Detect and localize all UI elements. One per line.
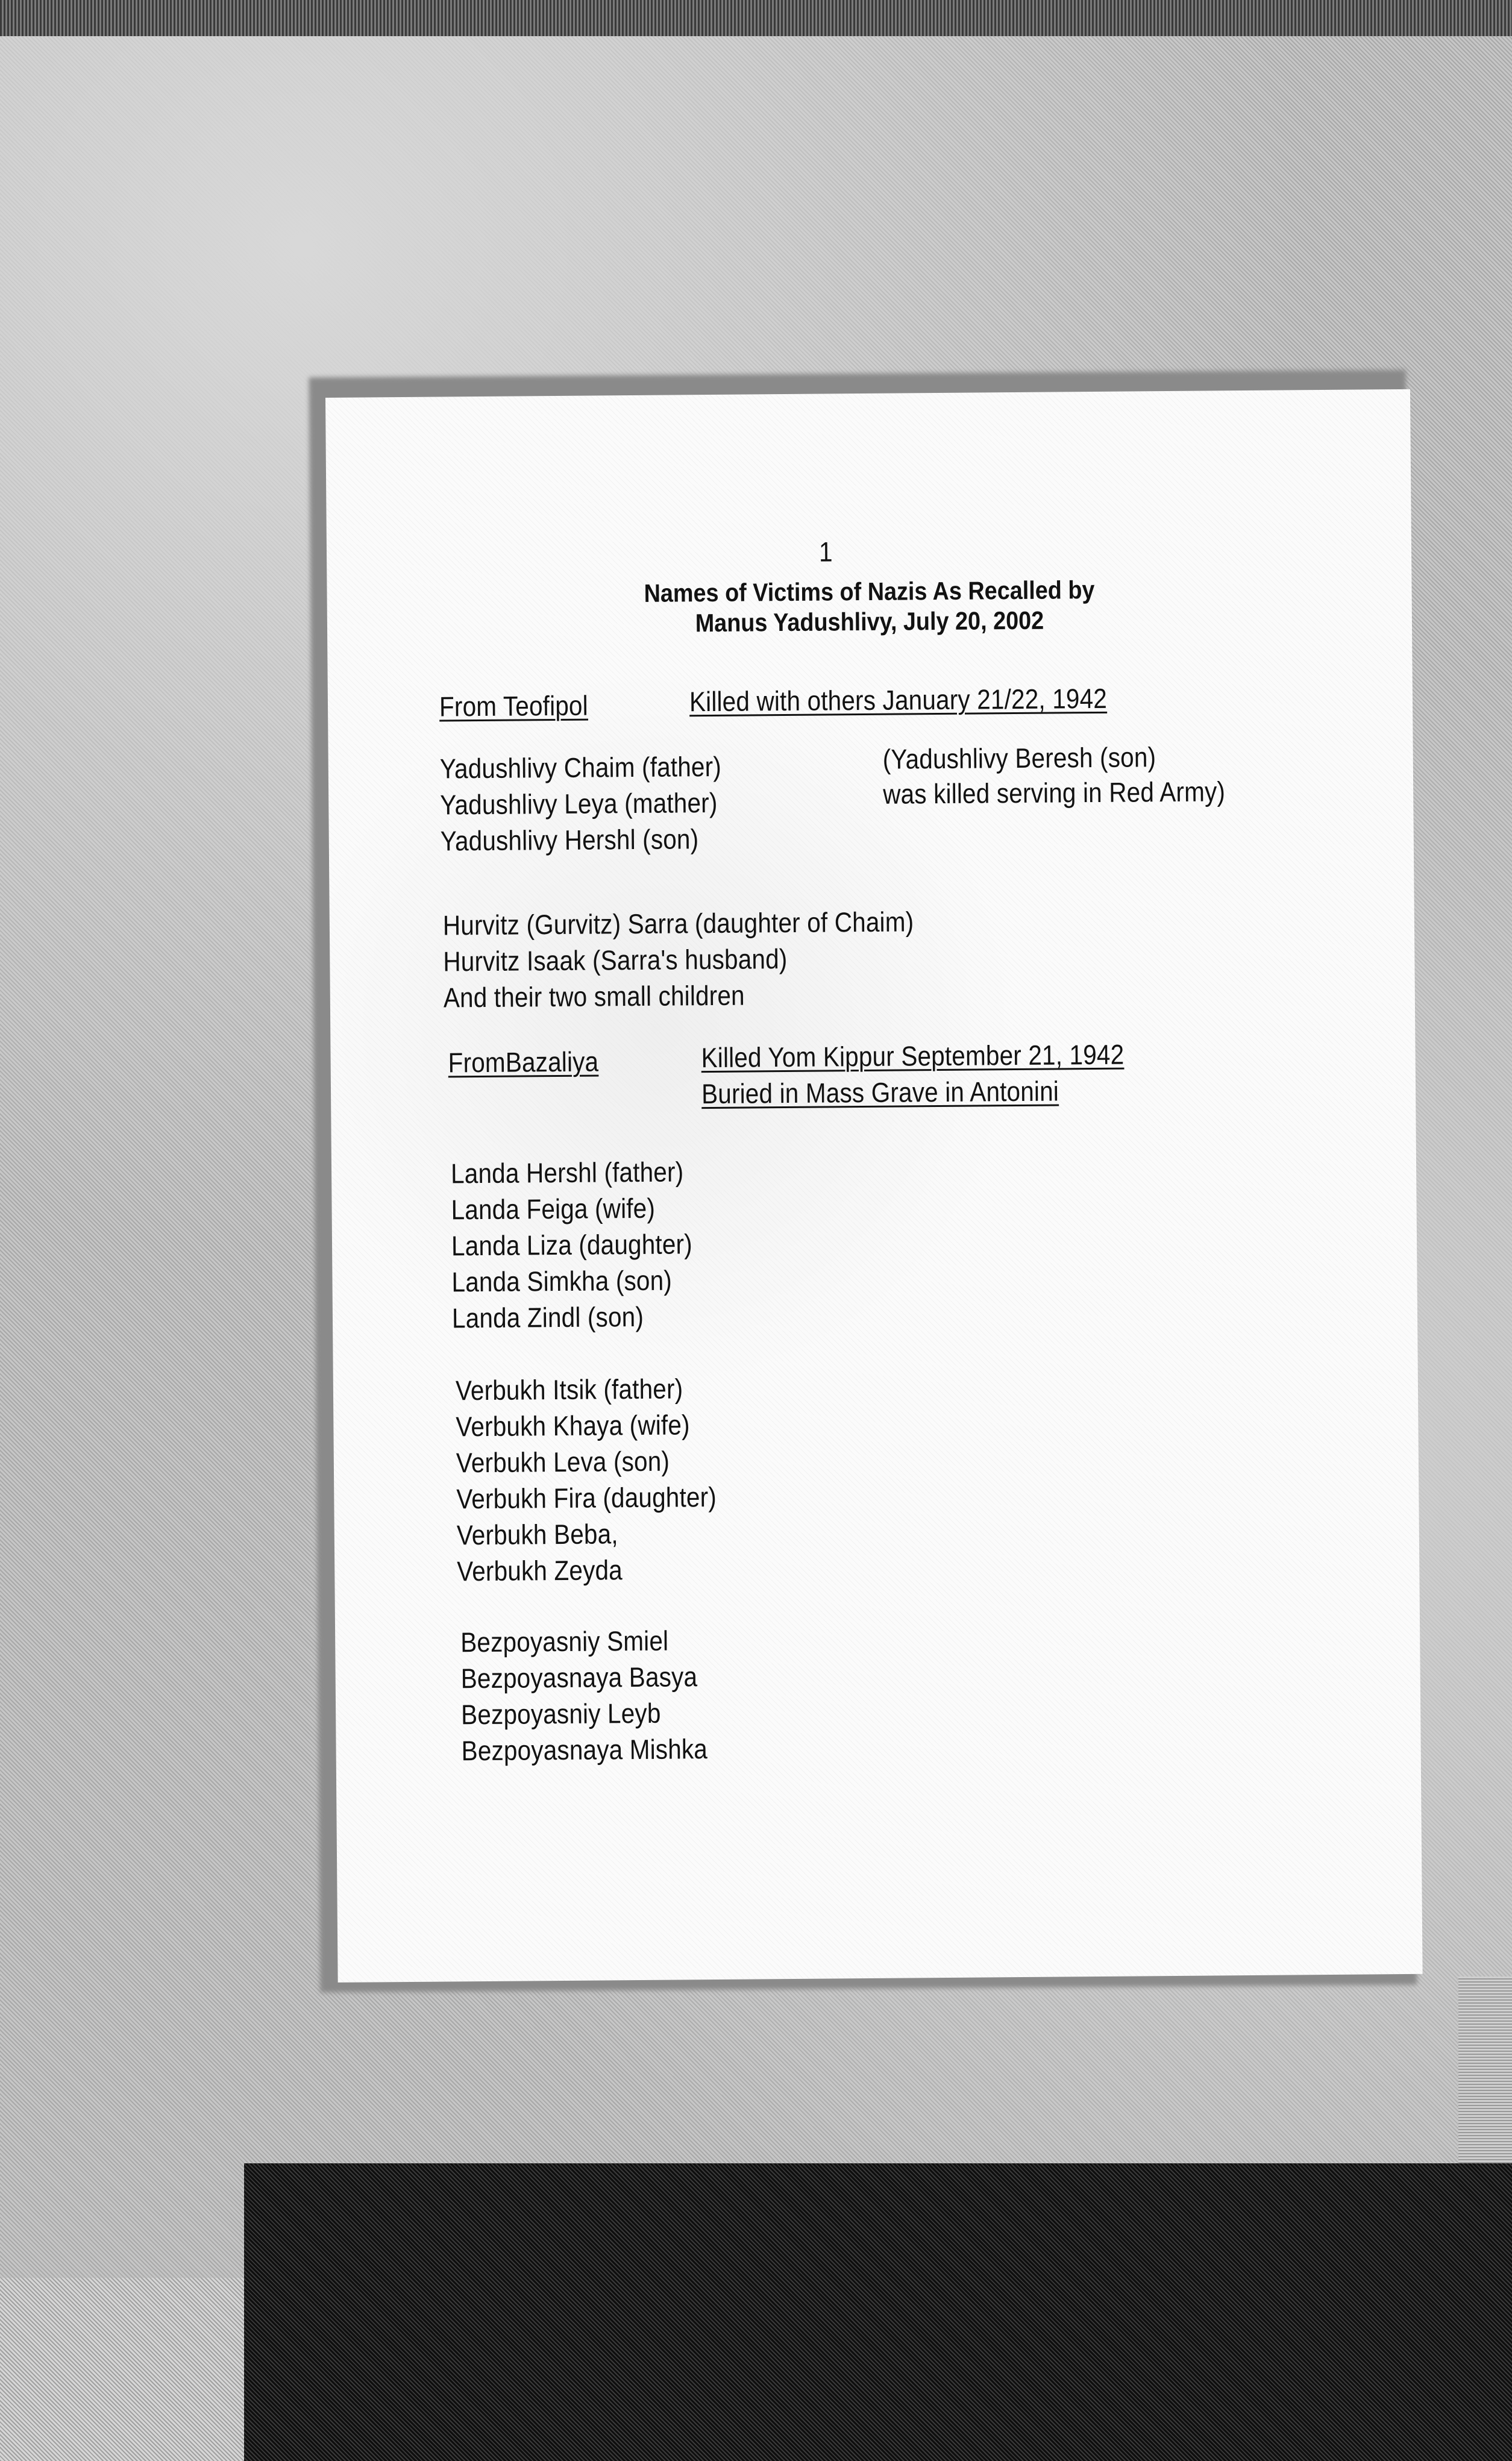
- page-number: 1: [818, 536, 833, 568]
- victim-name: Landa Hershl (father): [450, 1156, 684, 1190]
- victim-name: Verbukh Zeyda: [457, 1554, 623, 1587]
- victim-name: Bezpoyasnaya Basya: [460, 1661, 698, 1694]
- scan-right-edge: [1458, 1977, 1512, 2163]
- victim-name: Verbukh Leva (son): [456, 1445, 670, 1479]
- victim-name: Landa Liza (daughter): [451, 1228, 693, 1262]
- side-note-line2: was killed serving in Red Army): [882, 776, 1226, 810]
- scan-bottom-dark-area: [244, 2163, 1512, 2461]
- victim-name: Verbukh Fira (daughter): [456, 1481, 717, 1515]
- victim-name: Verbukh Beba,: [456, 1518, 618, 1551]
- victim-name: Bezpoyasnaya Mishka: [461, 1733, 708, 1767]
- document-title-line1: Names of Victims of Nazis As Recalled by: [644, 575, 1095, 607]
- victim-name: Verbukh Itsik (father): [455, 1373, 683, 1406]
- victim-name: Hurvitz Isaak (Sarra's husband): [443, 943, 788, 977]
- document-page: [325, 389, 1423, 1983]
- section-teofipol-event: Killed with others January 21/22, 1942: [689, 682, 1108, 718]
- victim-name: Yadushlivy Hershl (son): [440, 823, 699, 857]
- section-teofipol-place: From Teofipol: [439, 689, 588, 723]
- scan-bottom-left-background: [0, 2278, 244, 2461]
- victim-name: And their two small children: [443, 979, 745, 1014]
- victim-name: Landa Feiga (wife): [451, 1192, 656, 1226]
- document-title-line2: Manus Yadushlivy, July 20, 2002: [695, 606, 1044, 638]
- victim-name: Yadushlivy Leya (mather): [440, 786, 718, 821]
- section-bazaliya-event-line1: Killed Yom Kippur September 21, 1942: [701, 1038, 1125, 1074]
- victim-name: Landa Simkha (son): [451, 1264, 673, 1298]
- side-note-line1: (Yadushlivy Beresh (son): [882, 741, 1156, 775]
- victim-name: Verbukh Khaya (wife): [456, 1409, 690, 1443]
- scan-top-edge: [0, 0, 1512, 36]
- section-bazaliya-place: FromBazaliya: [448, 1046, 599, 1079]
- victim-name: Landa Zindl (son): [451, 1300, 644, 1334]
- victim-name: Yadushlivy Chaim (father): [439, 750, 722, 785]
- victim-name: Bezpoyasniy Smiel: [460, 1625, 669, 1658]
- victim-name: Bezpoyasniy Leyb: [460, 1697, 661, 1731]
- section-bazaliya-event-line2: Buried in Mass Grave in Antonini: [701, 1075, 1059, 1110]
- victim-name: Hurvitz (Gurvitz) Sarra (daughter of Chaim): [442, 906, 914, 941]
